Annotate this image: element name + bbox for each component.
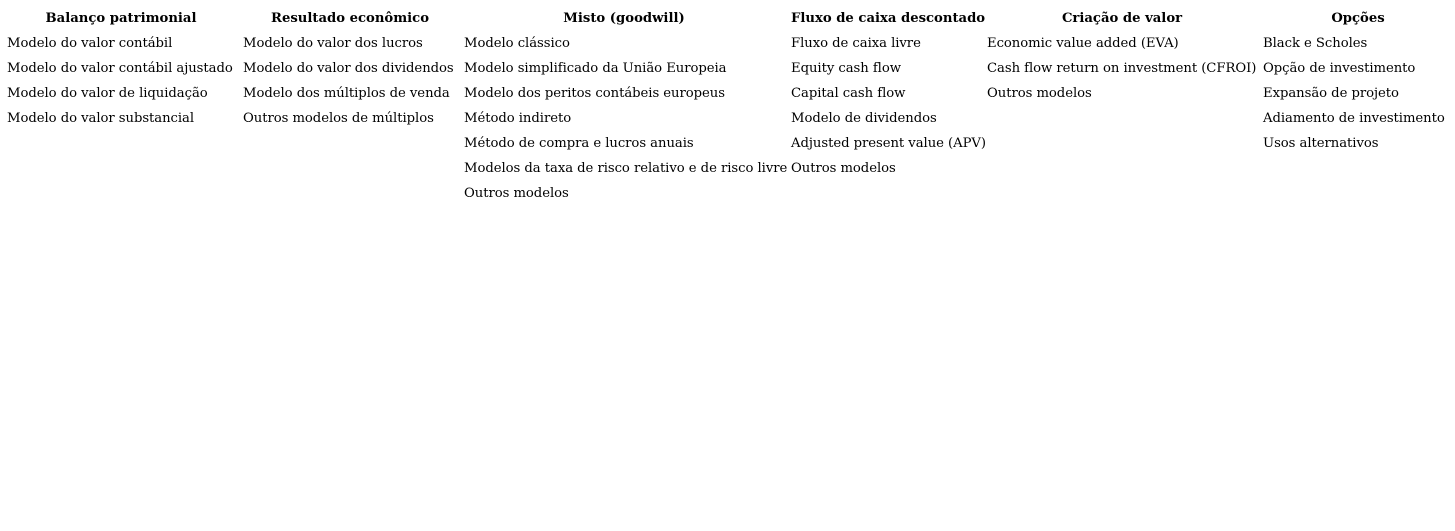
list-item: Cash flow return on investment (CFROI) [987, 61, 1257, 76]
list-item: Modelo do valor substancial [7, 111, 195, 126]
list-item: Método de compra e lucros anuais [464, 136, 694, 151]
list-item: Equity cash flow [791, 61, 901, 76]
list-item: Modelo do valor dos dividendos [243, 61, 454, 76]
list-item: Modelo do valor dos lucros [243, 36, 423, 51]
column-fluxo-de-caixa-descontado [791, 6, 986, 181]
list-item: Outros modelos de múltiplos [243, 111, 434, 126]
column-header: Criação de valor [1061, 11, 1183, 26]
list-item: Modelo de dividendos [791, 111, 937, 126]
list-item: Modelo do valor de liquidação [7, 86, 208, 101]
list-item: Método indireto [464, 111, 572, 126]
list-item: Modelo do valor contábil [7, 36, 173, 51]
list-item: Adjusted present value (APV) [791, 136, 986, 151]
column-header: Balanço patrimonial [45, 11, 197, 26]
list-item: Modelo simplificado da União Europeia [464, 61, 727, 76]
list-item: Black e Scholes [1263, 36, 1368, 51]
column-balanco-patrimonial [7, 6, 235, 131]
list-item: Expansão de projeto [1263, 86, 1399, 101]
column-criacao-de-valor [987, 6, 1257, 106]
column-opcoes [1263, 6, 1453, 156]
list-item: Fluxo de caixa livre [791, 36, 921, 51]
list-item: Economic value added (EVA) [987, 36, 1179, 51]
column-header: Fluxo de caixa descontado [791, 11, 986, 26]
list-item: Modelo dos múltiplos de venda [243, 86, 450, 101]
column-misto-goodwill [464, 6, 788, 206]
list-item: Modelos da taxa de risco relativo e de risco livre [464, 161, 788, 176]
list-item: Adiamento de investimento [1263, 111, 1445, 126]
list-item: Modelo dos peritos contábeis europeus [464, 86, 725, 101]
list-item: Outros modelos [791, 161, 896, 176]
list-item: Capital cash flow [791, 86, 906, 101]
column-resultado-economico [243, 6, 457, 131]
list-item: Opção de investimento [1263, 61, 1416, 76]
list-item: Modelo clássico [464, 36, 570, 51]
list-item: Usos alternativos [1263, 136, 1379, 151]
list-item: Outros modelos [987, 86, 1092, 101]
column-header: Opções [1331, 11, 1385, 26]
column-header: Misto (goodwill) [563, 11, 685, 26]
column-header: Resultado econômico [270, 11, 429, 26]
list-item: Outros modelos [464, 186, 569, 201]
list-item: Modelo do valor contábil ajustado [7, 61, 233, 76]
